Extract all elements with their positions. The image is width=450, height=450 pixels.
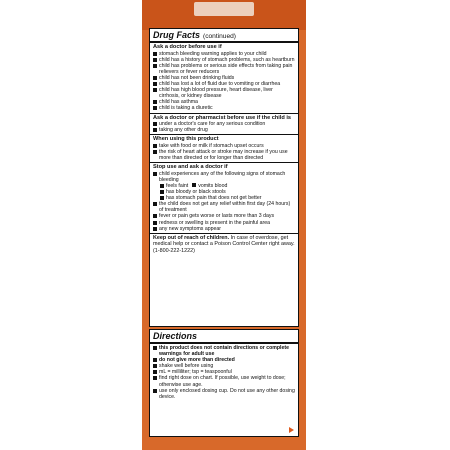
sub-item-text: feels faint xyxy=(166,182,189,189)
section-heading: Ask a doctor before use if xyxy=(153,44,222,50)
sub-item-text: vomits blood xyxy=(198,182,228,189)
list-item xyxy=(153,149,295,161)
item-text: use only enclosed dosing cup. Do not use any other dosing device. xyxy=(159,387,295,400)
list-item xyxy=(153,226,295,232)
bullet-icon xyxy=(153,122,157,126)
directions-header xyxy=(150,330,298,344)
bullet-icon xyxy=(192,183,196,187)
section-heading: When using this product xyxy=(153,136,219,143)
bullet-icon xyxy=(153,52,157,56)
item-text: redness or swelling is present in the painful area xyxy=(159,219,271,226)
warning-section xyxy=(150,43,298,114)
item-text: mL = milliliter; tsp = teaspoonful xyxy=(159,369,232,376)
list-item xyxy=(153,171,295,183)
bullet-icon xyxy=(153,76,157,80)
section-heading: Stop use and ask a doctor if xyxy=(153,164,228,171)
item-text: child has high blood pressure, heart disease, liver cirrhosis, or kidney disease xyxy=(159,87,273,100)
drug-facts-header xyxy=(150,29,298,43)
bullet-icon xyxy=(153,106,157,110)
warning-section xyxy=(150,163,298,234)
bullet-icon xyxy=(153,150,157,154)
sub-item-text: has bloody or black stools xyxy=(166,189,226,196)
bullet-icon xyxy=(160,190,164,194)
list-item xyxy=(153,201,295,213)
box-top-print xyxy=(194,2,254,16)
item-text: child has problems or serious side effects from taking pain relievers or fever reducers xyxy=(159,62,293,75)
direction-item xyxy=(153,375,295,387)
bullet-icon xyxy=(153,88,157,92)
item-text: child has asthma xyxy=(159,99,198,106)
bullet-icon xyxy=(153,358,157,362)
keep-out-body: In case of overdose, get medical help or contact a Poison Control Center right away. (1-800-222-1222) xyxy=(153,234,295,254)
bullet-icon xyxy=(153,172,157,176)
keep-out-bold: Keep out of reach of children. xyxy=(153,234,230,241)
section-heading: Ask a doctor or pharmacist before use if the child is xyxy=(153,114,292,121)
bullet-icon xyxy=(160,184,164,188)
keep-out-section xyxy=(150,234,298,255)
item-text: child has a history of stomach problems, such as heartburn xyxy=(159,56,295,63)
item-text: child has not been drinking fluids xyxy=(159,74,235,81)
direction-item xyxy=(153,388,295,400)
warning-section xyxy=(150,135,298,163)
bullet-icon xyxy=(153,370,157,374)
list-item xyxy=(153,87,295,99)
item-text: child experiences any of the following signs of stomach bleeding xyxy=(159,170,286,183)
drug-facts-subtitle: (continued) xyxy=(203,33,237,40)
item-text: do not give more than directed xyxy=(159,357,235,364)
item-text: fever or pain gets worse or lasts more than 3 days xyxy=(159,213,275,220)
item-text: the risk of heart attack or stroke may increase if you use more than directed or for longer than directed xyxy=(159,149,288,162)
bullet-icon xyxy=(160,196,164,200)
bullet-icon xyxy=(153,214,157,218)
item-text: child is taking a diuretic xyxy=(159,105,213,112)
item-text: taking any other drug xyxy=(159,127,208,134)
directions-title: Directions xyxy=(153,331,198,341)
bullet-icon xyxy=(153,64,157,68)
bullet-icon xyxy=(153,128,157,132)
list-item xyxy=(153,105,295,111)
item-text: the child does not get any relief within first day (24 hours) of treatment xyxy=(159,201,291,214)
item-text: take with food or milk if stomach upset occurs xyxy=(159,142,264,149)
item-text: any new symptoms appear xyxy=(159,225,221,232)
item-text: find right dose on chart. If possible, use weight to dose; otherwise use age. xyxy=(159,375,286,388)
bullet-icon xyxy=(153,144,157,148)
bullet-icon xyxy=(153,346,157,350)
bullet-icon xyxy=(153,202,157,206)
drug-facts-continued-panel xyxy=(149,28,299,327)
bullet-icon xyxy=(153,227,157,231)
sub-item-text: has stomach pain that does not get better xyxy=(166,195,262,202)
product-box-side xyxy=(142,0,306,450)
list-item xyxy=(153,127,295,133)
bullet-icon xyxy=(153,221,157,225)
directions-panel xyxy=(149,329,299,437)
item-text: shake well before using xyxy=(159,363,214,370)
direction-item xyxy=(153,345,295,357)
bullet-icon xyxy=(153,100,157,104)
directions-list xyxy=(150,344,298,401)
bullet-icon xyxy=(153,364,157,368)
item-text: under a doctor's care for any serious condition xyxy=(159,121,266,128)
list-item xyxy=(153,63,295,75)
drug-facts-title: Drug Facts xyxy=(153,30,201,40)
warning-section xyxy=(150,114,298,136)
bullet-icon xyxy=(153,389,157,393)
item-text: stomach bleeding warning applies to your child xyxy=(159,50,267,57)
bullet-icon xyxy=(153,82,157,86)
bullet-icon xyxy=(153,376,157,380)
bullet-icon xyxy=(153,58,157,62)
item-text: child has lost a lot of fluid due to vomiting or diarrhea xyxy=(159,81,281,88)
keep-out-text xyxy=(153,235,295,254)
box-top-flap xyxy=(142,0,306,30)
item-text: this product does not contain directions or complete warnings for adult use xyxy=(159,345,289,358)
continue-arrow-icon xyxy=(289,427,294,433)
